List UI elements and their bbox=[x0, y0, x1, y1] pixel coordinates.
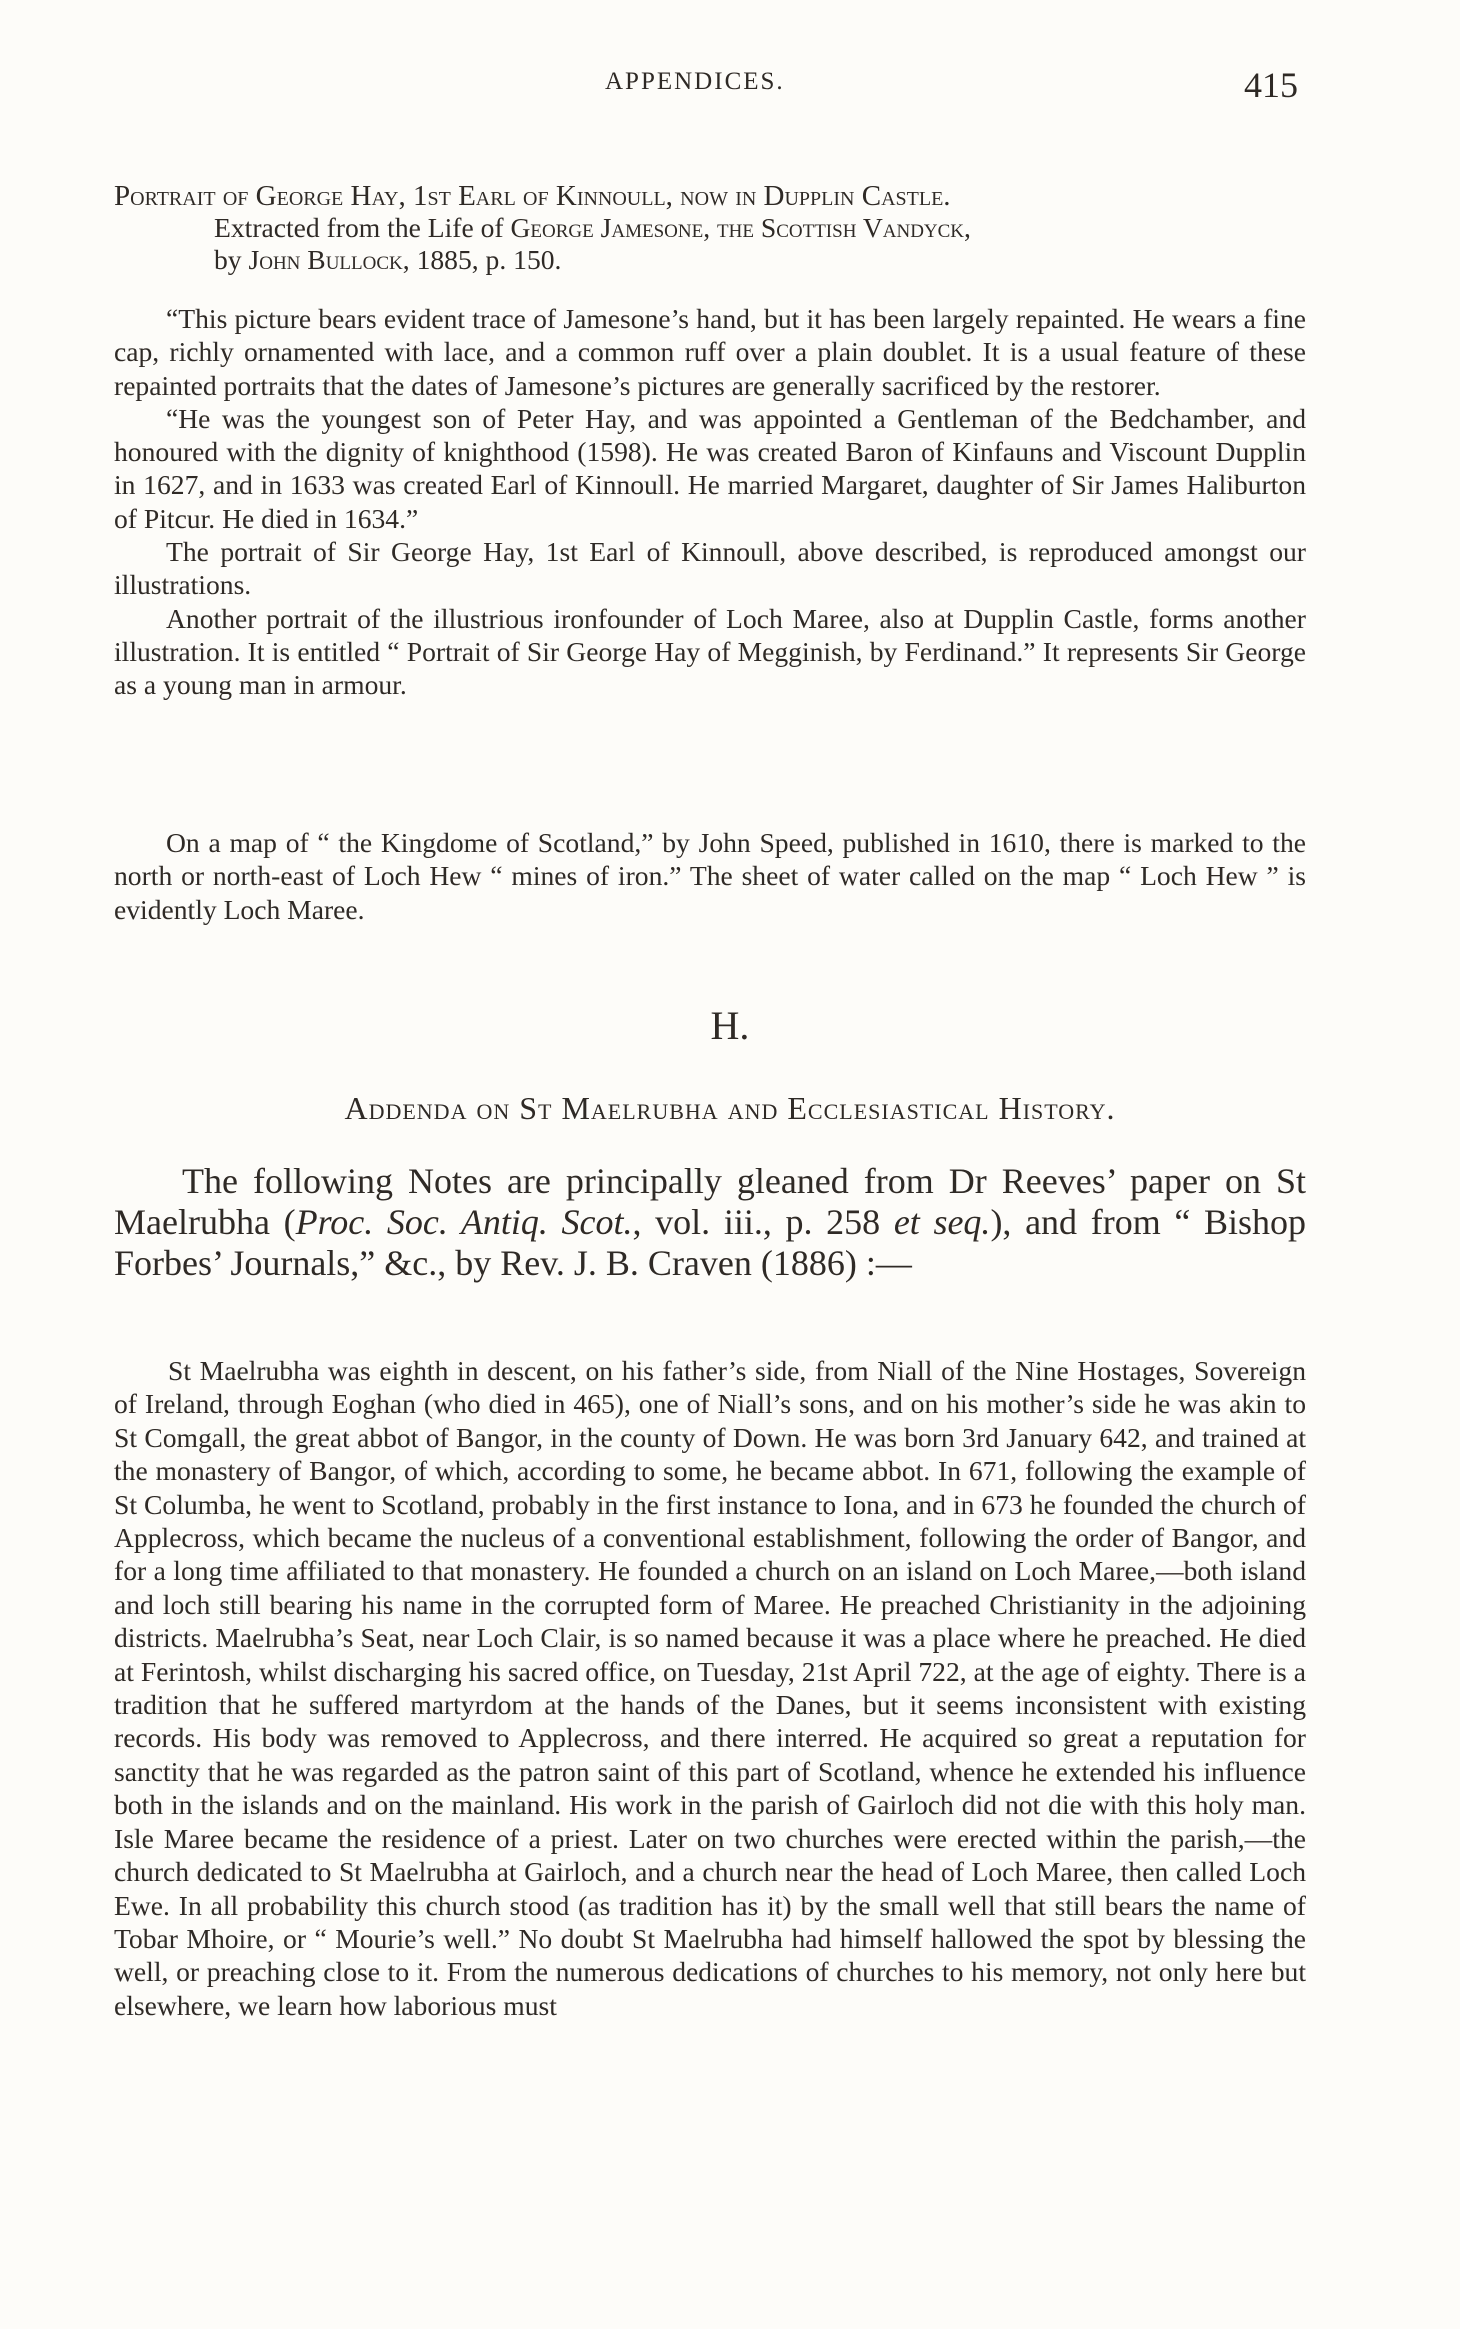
portrait-paragraph-3: The portrait of Sir George Hay, 1st Earl of Kinnoull, above described, is reproduced amongst our illustrations. bbox=[114, 536, 1306, 601]
intro-part-1: The following Notes are principally gleaned from Dr Reeves’ paper on St Maelrubha ( bbox=[114, 1161, 1306, 1242]
portrait-paragraph-1: “This picture bears evident trace of Jamesone’s hand, but it has been largely repainted. He wears a fine cap, richly ornamented with lace, and a common ruff over a plain doublet. It is a usual feature of these repainted portraits that the dates of Jamesone’s pictures are generally sacrificed by the restorer. bbox=[114, 303, 1306, 401]
intro-paragraph bbox=[114, 1161, 1306, 1284]
portrait-heading-source-subject: George Jamesone, the Scottish Vandyck, bbox=[510, 212, 971, 243]
intro-citation-journal: Proc. Soc. Antiq. Scot. bbox=[295, 1202, 633, 1242]
intro-text bbox=[114, 1161, 1306, 1284]
portrait-paragraph-2: “He was the youngest son of Peter Hay, and was appointed a Gentleman of the Bedchamber, and honoured with the dignity of knighthood (1598). He was created Baron of Kinfauns and Viscount Dupplin in 1627, and in 1633 was created Earl of Kinnoull. He married Margaret, daughter of Sir James Haliburton of Pitcur. He died in 1634.” bbox=[114, 402, 1306, 534]
map-text bbox=[114, 826, 1306, 926]
portrait-text bbox=[114, 302, 1306, 702]
portrait-heading-author-prefix: by bbox=[214, 244, 249, 275]
intro-part-2: , vol. iii., p. 258 bbox=[632, 1202, 894, 1242]
map-paragraph: On a map of “ the Kingdome of Scotland,” by John Speed, published in 1610, there is marked to the north or north-east of Loch Hew “ mines of iron.” The sheet of water called on the map “ Loch Hew ” is evidently Loch Maree. bbox=[114, 827, 1306, 925]
running-head bbox=[0, 62, 1460, 112]
portrait-heading-author-date: , 1885, p. 150. bbox=[402, 244, 562, 275]
portrait-paragraph-4: Another portrait of the illustrious ironfounder of Loch Maree, also at Dupplin Castle, forms another illustration. It is entitled “ Portrait of Sir George Hay of Megginish, by Ferdinand.” It represents Sir George as a young man in armour. bbox=[114, 602, 1306, 701]
portrait-heading-source-text: Extracted from the Life of bbox=[214, 212, 511, 243]
main-text bbox=[114, 1354, 1306, 2022]
portrait-heading bbox=[114, 180, 1314, 276]
portrait-heading-author bbox=[114, 244, 1314, 276]
portrait-heading-author-name: John Bullock bbox=[248, 244, 403, 275]
portrait-heading-title: Portrait of George Hay, 1st Earl of Kinnoull, now in Dupplin Castle. bbox=[114, 180, 951, 212]
running-title: APPENDICES. bbox=[605, 68, 785, 95]
section-heading: Addenda on St Maelrubha and Ecclesiastical History. bbox=[344, 1090, 1116, 1126]
portrait-heading-source bbox=[114, 212, 1314, 244]
page-number: 415 bbox=[1244, 65, 1298, 105]
section-letter: H. bbox=[710, 1003, 750, 1048]
main-paragraph: St Maelrubha was eighth in descent, on his father’s side, from Niall of the Nine Hostages, Sovereign of Ireland, through Eoghan (who died in 465), one of Niall’s sons, and on his mother’s side he was akin to St Comgall, the great abbot of Bangor, in the county of Down. He was born 3rd January 642, and trained at the monastery of Bangor, of which, according to some, he became abbot. In 671, following the example of St Columba, he went to Scotland, probably in the first instance to Iona, and in 673 he founded the church of Applecross, which became the nucleus of a conventional establishment, following the order of Bangor, and for a long time affiliated to that monastery. He founded a church on an island on Loch Maree,—both island and loch still bearing his name in the corrupted form of Maree. He preached Christianity in the adjoining districts. Maelrubha’s Seat, near Loch Clair, is so named because it was a place where he preached. He died at Ferintosh, whilst discharging his sacred office, on Tuesday, 21st April 722, at the age of eighty. There is a tradition that he suffered martyrdom at the hands of the Danes, but it seems inconsistent with existing records. His body was removed to Applecross, and there interred. He acquired so great a reputation for sanctity that he was regarded as the patron saint of this part of Scotland, whence he extended his influence both in the islands and on the mainland. His work in the parish of Gairloch did not die with this holy man. Isle Maree became the residence of a priest. Later on two churches were erected within the parish,—the church dedicated to St Maelrubha at Gairloch, and a church near the head of Loch Maree, then called Loch Ewe. In all probability this church stood (as tradition has it) by the small well that still bears the name of Tobar Mhoire, or “ Mourie’s well.” No doubt St Maelrubha had himself hallowed the spot by blessing the well, or preaching close to it. From the numerous dedications of churches to his memory, not only here but elsewhere, we learn how laborious must bbox=[114, 1355, 1306, 2021]
intro-part-3: ), and from “ Bishop Forbes’ Journals,” &c., by Rev. J. B. Craven (1886) :— bbox=[114, 1202, 1307, 1283]
intro-citation-seq: et seq. bbox=[893, 1202, 991, 1242]
